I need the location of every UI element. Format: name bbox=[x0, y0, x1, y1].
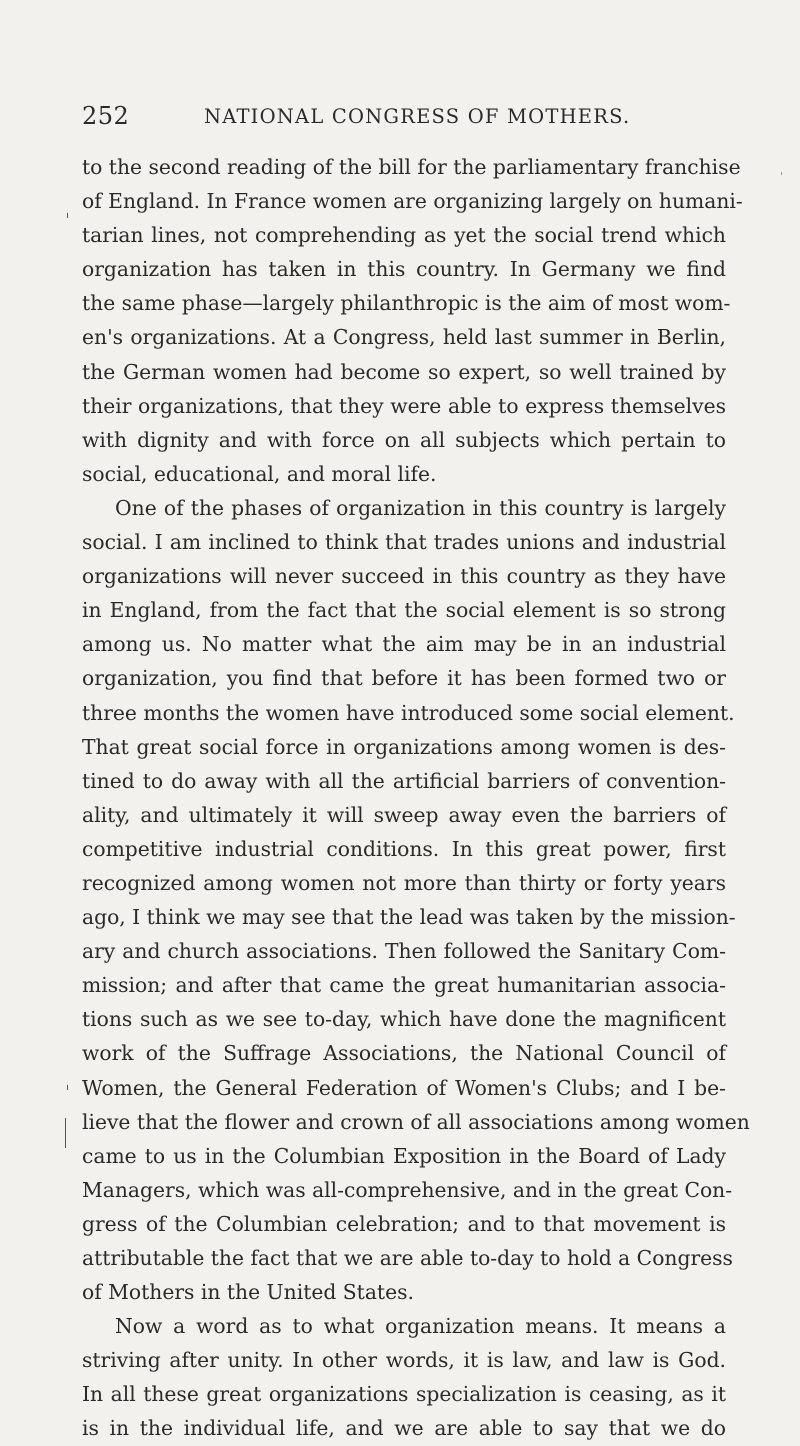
text-line: organization, you find that before it has been formed two or bbox=[82, 666, 726, 691]
margin-mark bbox=[65, 1118, 66, 1148]
text-line: competitive industrial conditions. In this great power, first bbox=[82, 836, 726, 861]
text-line: ality, and ultimately it will sweep away even the barriers of bbox=[82, 802, 726, 827]
text-line: mission; and after that came the great humanitarian associa- bbox=[82, 973, 726, 998]
text-line: tions such as we see to-day, which have done the magnificent bbox=[82, 1007, 726, 1032]
text-line: three months the women have introduced some social element. bbox=[82, 700, 735, 725]
text-line: One of the phases of organization in this country is largely bbox=[115, 495, 726, 520]
body-text bbox=[82, 150, 750, 1446]
text-line: In all these great organizations specialization is ceasing, as it bbox=[82, 1382, 726, 1407]
text-line: the same phase—largely philanthropic is the aim of most wom- bbox=[82, 291, 731, 316]
text-line: That great social force in organizations among women is des- bbox=[82, 734, 726, 759]
text-line: is in the individual life, and we are able to say that we do bbox=[82, 1416, 726, 1441]
text-line: work of the Suffrage Associations, the National Council of bbox=[82, 1041, 726, 1066]
text-line: organizations will never succeed in this country as they have bbox=[82, 564, 726, 589]
text-line: their organizations, that they were able to express themselves bbox=[82, 393, 726, 418]
text-line: recognized among women not more than thirty or forty years bbox=[82, 870, 726, 895]
text-line: Women, the General Federation of Women's Clubs; and I be- bbox=[82, 1075, 726, 1100]
text-line: attributable the fact that we are able to-day to hold a Congress bbox=[82, 1246, 733, 1270]
text-line: came to us in the Columbian Exposition in the Board of Lady bbox=[82, 1143, 726, 1168]
text-line: en's organizations. At a Congress, held last summer in Berlin, bbox=[82, 325, 726, 350]
text-line: tarian lines, not comprehending as yet the social trend which bbox=[82, 223, 726, 248]
page-number: 252 bbox=[82, 102, 130, 130]
text-line: organization has taken in this country. In Germany we find bbox=[82, 257, 726, 282]
margin-mark bbox=[67, 1085, 68, 1090]
text-line: Now a word as to what organization means. It means a bbox=[115, 1314, 726, 1339]
text-line: of England. In France women are organizing largely on humani- bbox=[82, 189, 743, 214]
margin-mark bbox=[781, 172, 782, 175]
text-line: Managers, which was all-comprehensive, and in the great Con- bbox=[82, 1177, 733, 1202]
text-line: ary and church associations. Then followed the Sanitary Com- bbox=[82, 939, 726, 964]
text-line: tined to do away with all the artificial barriers of convention- bbox=[82, 768, 726, 793]
text-line: in England, from the fact that the social element is so strong bbox=[82, 598, 726, 623]
text-line: the German women had become so expert, so well trained by bbox=[82, 359, 726, 384]
text-line: social. I am inclined to think that trades unions and industrial bbox=[82, 530, 726, 555]
running-head bbox=[82, 102, 724, 138]
text-line: striving after unity. In other words, it is law, and law is God. bbox=[82, 1348, 726, 1373]
text-line: gress of the Columbian celebration; and to that movement is bbox=[82, 1211, 726, 1236]
text-line: ago, I think we may see that the lead was taken by the mission- bbox=[82, 905, 736, 930]
text-line: of Mothers in the United States. bbox=[82, 1280, 414, 1305]
text-line: social, educational, and moral life. bbox=[82, 461, 437, 486]
text-line: to the second reading of the bill for the parliamentary franchise bbox=[82, 155, 741, 179]
text-line: among us. No matter what the aim may be in an industrial bbox=[82, 632, 726, 657]
running-title: NATIONAL CONGRESS OF MOTHERS. bbox=[204, 105, 631, 128]
margin-mark bbox=[67, 213, 68, 218]
text-line: with dignity and with force on all subjects which pertain to bbox=[82, 427, 726, 452]
text-line: lieve that the flower and crown of all associations among women bbox=[82, 1109, 750, 1134]
